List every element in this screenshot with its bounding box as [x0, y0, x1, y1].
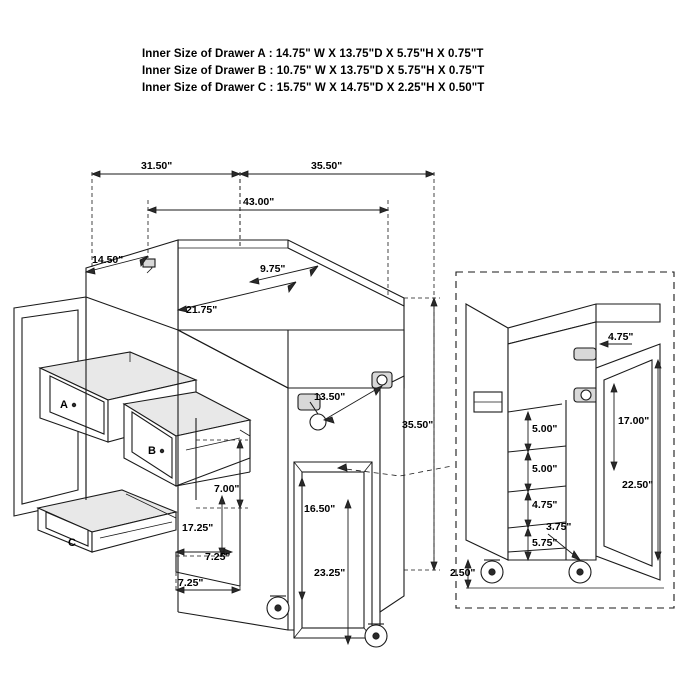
- cabinet-side-panel: [380, 376, 404, 612]
- dim-35-50-top: 35.50": [311, 160, 343, 172]
- handle-knob-right: [377, 375, 387, 385]
- dim-17-25: 17.25": [182, 522, 214, 534]
- dim-16-50: 16.50": [304, 503, 336, 515]
- dim-31-50: 31.50": [141, 160, 173, 172]
- handle-knob-left: [310, 414, 326, 430]
- dim-3-75: 3.75": [546, 521, 572, 533]
- dim-17-00: 17.00": [618, 415, 650, 427]
- side-leaf-bracket: [574, 348, 596, 360]
- dim-35-50-height: 35.50": [402, 419, 434, 431]
- dim-23-25: 23.25": [314, 567, 346, 579]
- dim-14-50: 14.50": [92, 254, 124, 266]
- drawer-spec-a: Inner Size of Drawer A : 14.75" W X 13.75"D X 5.75"H X 0.75"T: [142, 48, 484, 60]
- dim-21-75: 21.75": [186, 304, 218, 316]
- side-rear-panel: [466, 304, 508, 560]
- dim-5-00-a: 5.00": [532, 423, 558, 435]
- drawer-spec-b: Inner Size of Drawer B : 10.75" W X 13.75"D X 5.75"H X 0.75"T: [142, 65, 485, 77]
- dim-4-75-drawer: 4.75": [532, 499, 558, 511]
- dim-4-75-bracket: 4.75": [608, 331, 634, 343]
- dim-2-50: 2.50": [450, 567, 476, 579]
- dim-13-50: 13.50": [314, 391, 346, 403]
- dim-9-75: 9.75": [260, 263, 286, 275]
- dim-5-00-b: 5.00": [532, 463, 558, 475]
- drawer-label-c: C: [68, 537, 76, 549]
- dim-7-25-a: 7.25": [205, 551, 231, 563]
- dim-22-50: 22.50": [622, 479, 654, 491]
- dim-7-25-b: 7.25": [178, 577, 204, 589]
- dim-5-75: 5.75": [532, 537, 558, 549]
- drawer-label-a: A: [60, 399, 68, 411]
- dim-7-00: 7.00": [214, 483, 240, 495]
- drawer-label-b: B: [148, 445, 156, 457]
- drawer-spec-c: Inner Size of Drawer C : 15.75" W X 14.75"D X 2.25"H X 0.50"T: [142, 82, 485, 94]
- cabinet-door-inset: [302, 472, 364, 628]
- dim-43-00: 43.00": [243, 196, 275, 208]
